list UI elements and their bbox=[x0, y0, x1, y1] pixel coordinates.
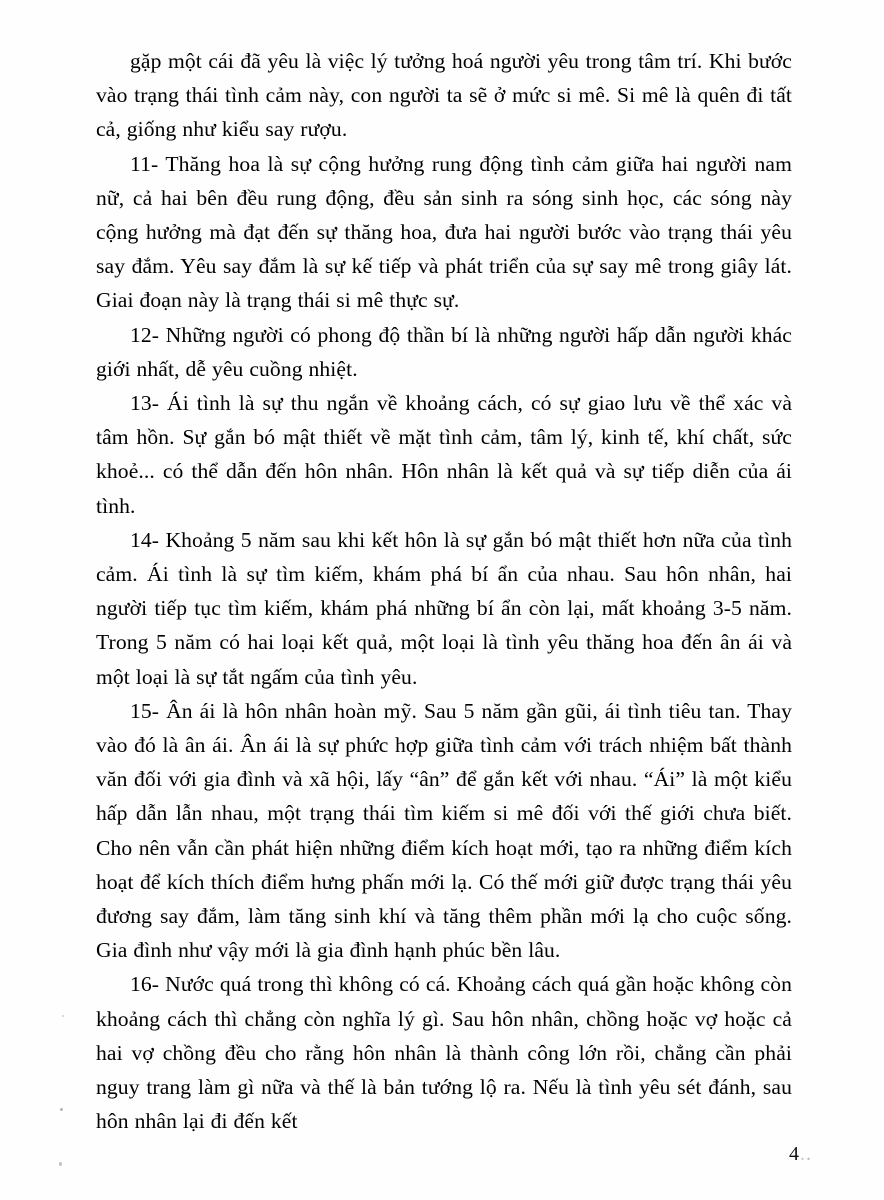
scan-speckle-artifact bbox=[62, 1015, 64, 1017]
paragraph-item-15: 15- Ân ái là hôn nhân hoàn mỹ. Sau 5 năm gần gũi, ái tình tiêu tan. Thay vào đó là ân ái. Ân ái là sự phức hợp giữa tình cảm với trách nhiệm bất thành văn đối với gia đình và xã hội, lấy “ân” để gắn kết với nhau. “Ái” là một kiểu hấp dẫn lẫn nhau, một trạng thái tìm kiếm si mê đối với thế giới chưa biết. Cho nên vẫn cần phát hiện những điểm kích hoạt mới, tạo ra những điểm kích hoạt để kích thích điểm hưng phấn mới lạ. Có thế mới giữ được trạng thái yêu đương say đắm, làm tăng sinh khí và tăng thêm phần mới lạ cho cuộc sống. Gia đình như vậy mới là gia đình hạnh phúc bền lâu. bbox=[96, 698, 792, 963]
paragraph-item-12: 12- Những người có phong độ thần bí là những người hấp dẫn người khác giới nhất, dễ yêu cuồng nhiệt. bbox=[96, 322, 792, 381]
page-number bbox=[789, 1143, 812, 1166]
paragraph-item-14: 14- Khoảng 5 năm sau khi kết hôn là sự gắn bó mật thiết hơn nữa của tình cảm. Ái tình là sự tìm kiếm, khám phá bí ẩn của nhau. Sau hôn nhân, hai người tiếp tục tìm kiếm, khám phá những bí ẩn còn lại, mất khoảng 3-5 năm. Trong 5 năm có hai loại kết quả, một loại là tình yêu thăng hoa đến ân ái và một loại là sự tắt ngấm của tình yêu. bbox=[96, 527, 792, 689]
page-number-faded-digit-2: . bbox=[806, 1143, 812, 1165]
paragraph-continued: gặp một cái đã yêu là việc lý tưởng hoá người yêu trong tâm trí. Khi bước vào trạng thái tình cảm này, con người ta sẽ ở mức si mê. Si mê là quên đi tất cả, giống như kiểu say rượu. bbox=[96, 49, 792, 142]
scan-speckle-artifact bbox=[60, 1108, 63, 1111]
paragraph-item-13: 13- Ái tình là sự thu ngắn về khoảng cách, có sự giao lưu về thể xác và tâm hồn. Sự gắn bó mật thiết về mặt tình cảm, tâm lý, kinh tế, khí chất, sức khoẻ... có thể dẫn đến hôn nhân. Hôn nhân là kết quả và sự tiếp diễn của ái tình. bbox=[96, 391, 792, 518]
paragraph-item-16: 16- Nước quá trong thì không có cá. Khoảng cách quá gần hoặc không còn khoảng cách thì chẳng còn nghĩa lý gì. Sau hôn nhân, chồng hoặc vợ hoặc cả hai vợ chồng đều cho rằng hôn nhân là thành công lớn rồi, chẳng cần phải nguy trang làm gì nữa và thế là bản tướng lộ ra. Nếu là tình yêu sét đánh, sau hôn nhân lại đi đến kết bbox=[96, 972, 792, 1134]
page-number-faded-digit-1: . bbox=[800, 1143, 806, 1165]
page-number-digit: 4 bbox=[789, 1143, 800, 1165]
scan-speckle-artifact bbox=[59, 1162, 62, 1166]
page-text-column bbox=[96, 44, 792, 1139]
paragraph-item-11: 11- Thăng hoa là sự cộng hưởng rung động tình cảm giữa hai người nam nữ, cả hai bên đều rung động, đều sản sinh ra sóng sinh học, các sóng này cộng hưởng mà đạt đến sự thăng hoa, đưa hai người bước vào trạng thái yêu say đắm. Yêu say đắm là sự kế tiếp và phát triển của sự say mê trong giây lát. Giai đoạn này là trạng thái si mê thực sự. bbox=[96, 151, 792, 313]
